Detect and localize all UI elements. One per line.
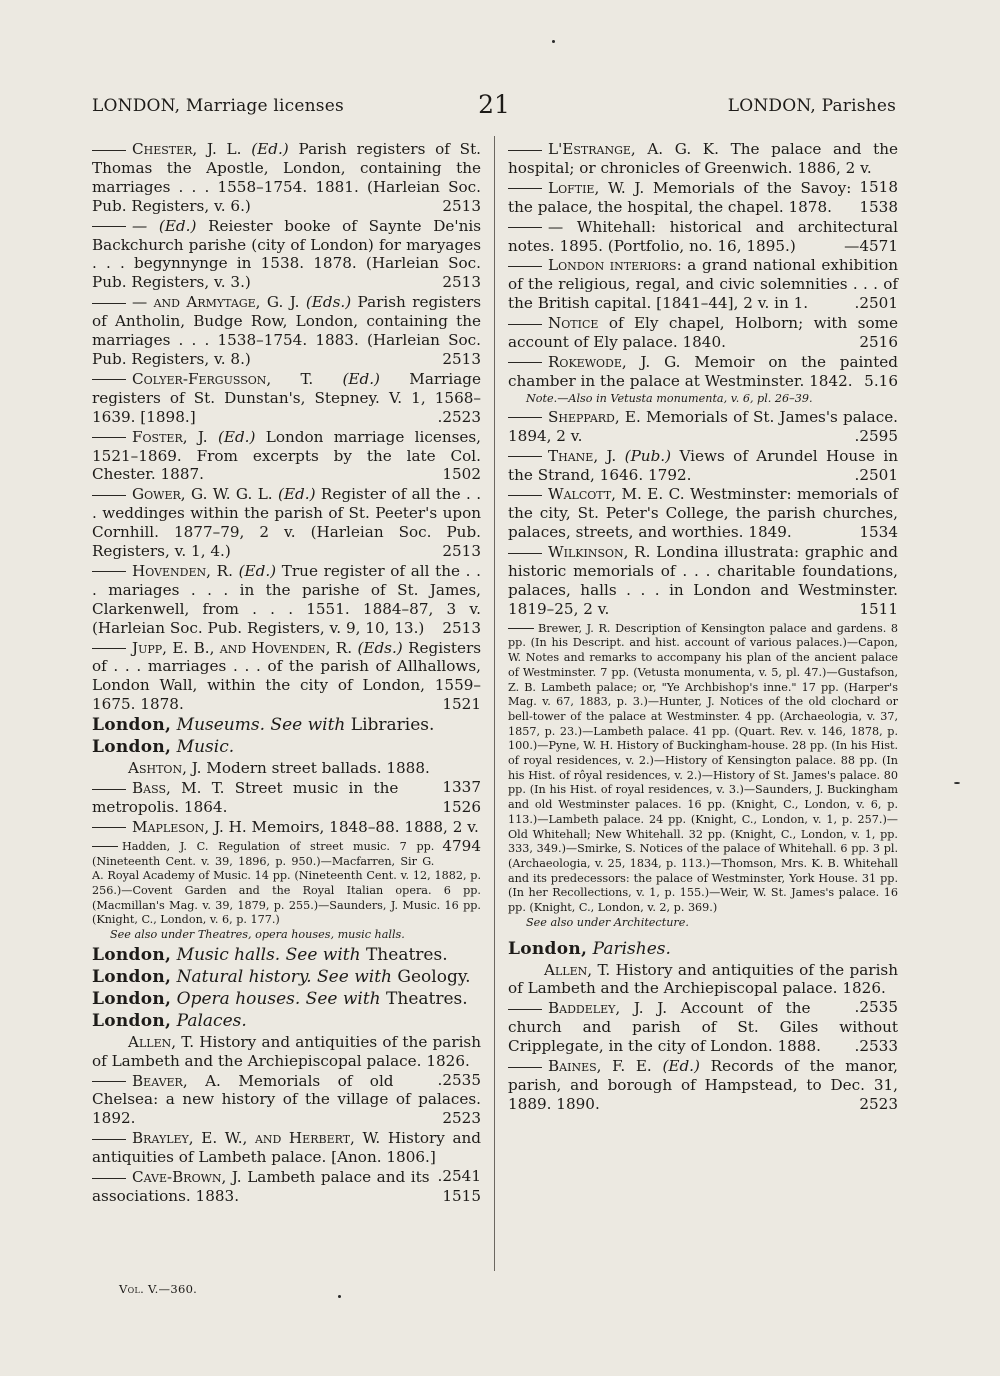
subject-heading: London, Opera houses. See with Theatres. [92,988,468,1009]
catalogue-entry: — Whitehall: historical and architectural notes. 1895. (Portfolio, no. 16, 1895.) —4571 [508,217,898,255]
catalogue-entry: — and Armytage, G. J. (Eds.) Parish registers of Antholin, Budge Row, London, containing the marriages . . . 1538–1754. 1883. (Harleian Soc. Pub. Registers, v. 8.) 2513 [92,293,482,368]
ditto-rule [92,1139,126,1140]
catalogue-entry: Baines, F. E. (Ed.) Records of the manor, parish, and borough of Hampstead, to Dec. 31, 1889. 1890. 2523 [508,1057,898,1113]
ditto-rule [508,362,542,363]
paper-speck [338,1295,341,1298]
catalogue-entry: Mapleson, J. H. Memoirs, 1848–88. 1888, 2 v. 4794 [92,818,481,837]
catalogue-entry: Ashton, J. Modern street ballads. 1888. 1337 [128,759,481,797]
shelf-number: .2541 [437,1167,481,1186]
see-also-note: See also under Architecture. [526,915,689,929]
catalogue-entry: Foster, J. (Ed.) London marriage licenses, 1521–1869. From excerpts by the late Col. Chester. 1887. 1502 [92,427,482,484]
shelf-number: —4571 [844,236,898,255]
shelf-number: 1518 [859,177,898,196]
subject-heading: London, Music halls. See with Theatres. [92,944,448,965]
paper-speck [954,782,960,784]
catalogue-entry: Notice of Ely chapel, Holborn; with some account of Ely palace. 1840. 2516 [508,314,898,352]
catalogue-entry: Rokewode, J. G. Memoir on the painted chamber in the palace at Westminster. 1842. 5.16 [508,352,899,390]
shelf-number: 1515 [442,1186,481,1205]
shelf-number: 5.16 [864,371,898,390]
subject-heading: London, Palaces. [92,1010,247,1031]
ditto-rule [508,417,542,418]
ditto-rule [508,1067,542,1068]
catalogue-entry: Beaver, A. Memorials of old Chelsea: a new history of the village of palaces. 1892. 2523 [92,1071,481,1128]
shelf-number: 1526 [442,798,481,816]
shelf-number: 2523 [859,1094,898,1113]
ditto-rule [508,628,534,629]
ditto-rule [508,324,542,325]
shelf-number: 1511 [859,599,898,618]
catalogue-entry: Allen, T. History and antiquities of the parish of Lambeth and the Archiepiscopal palace. 1826. .2535 [508,960,899,1017]
catalogue-entry: Chester, J. L. (Ed.) Parish registers of St. Thomas the Apostle, London, containing the marriages . . . 1558–1754. 1881. (Harleian Soc. Pub. Registers, v. 6.) 2513 [92,140,482,215]
ditto-rule [508,150,542,151]
shelf-number: 4794 [442,836,481,855]
ditto-rule [92,1178,126,1179]
article-references: Brewer, J. R. Description of Kensington palace and gardens. 8 pp. (In his Descript. and hist. account of various palaces.)—Capon, W. Notes and remarks to accompany his plan of the ancient palace of Westminster. 7 pp. (Vetusta monumenta, v. 5, pl. 47.)—Gustafson, Z. B. Lambeth palace; or, "Ye Archbishop's inne." 17 pp. (Harper's Mag. v. 67, 1883, p. 3.)—Hunter, J. Notices of the old clochard or bell-tower of the palace at Westminster. 4 pp. (Archaeologia, v. 37, 1857, p. 23.)—Lambeth palace. 41 pp. (Quart. Rev. v. 146, 1878, p. 100.)—Pyne, W. H. History of Buckingham-house. 28 pp. (In his Hist. of royal residences, v. 2.)—History of Kensington palace. 88 pp. (In his Hist. of rôyal residences, v. 2.)—History of St. James's palace. 80 pp. (In his Hist. of royal residences, v. 3.)—Saunders, J. Buckingham and old Westminster palaces. 16 pp. (Knight, C., London, v. 6, p. 113.)—Lambeth palace. 24 pp. (Knight, C., London, v. 1, p. 257.)—Old Whitehall; New Whitehall. 32 pp. (Knight, C., London, v. 1, pp. 333, 349.)—Smirke, S. Notices of the palace of Whitehall. 6 pp. 3 pl. (Archaeologia, v. 25, 1834, p. 113.)—Thomson, Mrs. K. B. Whitehall and its predecessors: the palace of Westminster, York House. 31 pp. (In her Recollections, v. 1, p. 155.)—Weir, W. St. James's palace. 16 pp. (Knight, C., London, v. 2, p. 369.) See also under Architecture. [508,621,899,929]
shelf-number: 2513 [442,273,481,292]
ditto-rule [508,188,542,189]
catalogue-entry: Gower, G. W. G. L. (Ed.) Register of all the . . . weddinges within the parish of St. Peeter's upon Cornhill. 1877–79, 2 v. (Harleian Soc. Pub. Registers, v. 1, 4.) 2513 [92,485,482,561]
catalogue-entry: — (Ed.) Reiester booke of Saynte De'nis Backchurch parishe (city of London) for maryages . . . begynnynge in 1538. 1878. (Harleian Soc. Pub. Registers, v. 3.) 2513 [92,216,482,292]
shelf-number: .2535 [437,1070,481,1089]
shelf-number: .2595 [854,426,898,445]
ditto-rule [92,846,118,847]
ditto-rule [508,553,542,554]
catalogue-entry: Jupp, E. B., and Hovenden, R. (Eds.) Registers of . . . marriages . . . of the parish of Allhallows, London Wall, within the city of London, 1559–1675. 1878. 1521 [92,638,482,714]
catalogue-entry: Wilkinson, R. Londina illustrata: graphic and historic memorials of . . . charitable foundations, palaces, halls . . . in London and Westminster. 1819–25, 2 v. 1511 [508,543,899,618]
shelf-number: 1502 [442,465,481,484]
shelf-number: .2523 [437,407,481,426]
subject-heading: London, Museums. See with Libraries. [92,715,435,736]
catalogue-entry: Cave-Brown, J. Lambeth palace and its associations. 1883. 1515 [92,1168,481,1205]
running-head-left: LONDON, Marriage licenses [92,96,344,116]
subject-heading: London, Parishes. [508,938,671,959]
catalogue-entry: Brayley, E. W., and Herbert, W. History and antiquities of Lambeth palace. [Anon. 1806.] .2541 [92,1129,482,1186]
shelf-number: 2513 [442,618,481,637]
shelf-number: 2516 [859,333,898,352]
shelf-number: 1534 [859,523,898,542]
see-also-note: See also under Theatres, opera houses, music halls. [110,928,405,942]
subject-heading: London, Music. [92,737,235,758]
shelf-number: 2513 [442,542,481,561]
ditto-rule [92,789,126,790]
ditto-rule [508,1009,542,1010]
catalogue-entry: Thane, J. (Pub.) Views of Arundel House in the Strand, 1646. 1792. .2501 [508,446,899,484]
right-column [508,140,898,1115]
ditto-rule [92,495,126,496]
ditto-rule [92,150,126,151]
running-head-right: LONDON, Parishes [727,96,896,116]
shelf-number: .2535 [854,998,898,1017]
ditto-rule [92,303,126,304]
paper-speck [552,40,555,43]
ditto-rule [508,456,542,457]
ditto-rule [92,226,126,227]
catalogue-entry: Sheppard, E. Memorials of St. James's palace. 1894, 2 v. .2595 [508,407,899,445]
shelf-number: 1538 [859,197,898,216]
catalogue-entry: Baddeley, J. J. Account of the church and parish of St. Giles without Cripplegate, in the city of London. 1888. .2533 [508,999,898,1056]
entry-note: Note.—Also in Vetusta monumenta, v. 6, pl. 26–39. [526,391,813,405]
catalogue-entry: Walcott, M. E. C. Westminster: memorials of the city, St. Peter's College, the parish churches, palaces, streets, and worthies. 1849. 1534 [508,485,898,542]
running-head [92,90,896,126]
volume-signature: Vol. V.—360. [119,1282,198,1296]
ditto-rule [92,379,126,380]
article-references: Hadden, J. C. Regulation of street music. 7 pp. (Nineteenth Cent. v. 39, 1896, p. 950.)—Macfarren, Sir G. A. Royal Academy of Music. 14 pp. (Nineteenth Cent. v. 12, 1882, p. 256.)—Covent Garden and the Royal Italian opera. 6 pp. (Macmillan's Mag. v. 39, 1879, p. 255.)—Saunders, J. Music. 16 pp. (Knight, C., London, v. 6, p. 177.) See also under Theatres, opera houses, music halls. [92,839,481,942]
subject-heading: London, Natural history. See with Geology. [92,966,471,987]
catalogue-entry: Hovenden, R. (Ed.) True register of all the . . . mariages . . . in the parishe of St. James, Clarkenwell, from . . . 1551. 1884–87, 3 v. (Harleian Soc. Pub. Registers, v. 9, 10, 13.) 2513 [92,561,482,637]
ditto-rule [508,227,542,228]
page-number: 21 [478,90,510,119]
shelf-number: 1521 [442,695,481,714]
column-divider [494,136,495,1271]
shelf-number: 1337 [442,778,481,797]
shelf-number: .2533 [854,1037,898,1056]
shelf-number: .2501 [854,465,898,484]
shelf-number: 2523 [442,1109,481,1128]
left-column [92,140,481,1207]
ditto-rule [92,827,126,828]
shelf-number: 2513 [442,196,481,215]
catalogue-entry: Loftie, W. J. Memorials of the Savoy: the palace, the hospital, the chapel. 1878. 1538 [508,178,898,216]
ditto-rule [92,648,126,649]
ditto-rule [92,437,126,438]
shelf-number: .2501 [854,294,898,313]
ditto-rule [92,1081,126,1082]
catalogue-entry: Colyer-Fergusson, T. (Ed.) Marriage registers of St. Dunstan's, Stepney. V. 1, 1568–1639. [1898.] .2523 [92,369,482,426]
ditto-rule [92,571,126,572]
ditto-rule [508,495,542,496]
catalogue-entry: Allen, T. History and antiquities of the parish of Lambeth and the Archiepiscopal palace. 1826. .2535 [92,1032,482,1089]
catalogue-entry: Bass, M. T. Street music in the metropolis. 1864. 1526 [92,779,481,816]
ditto-rule [508,266,542,267]
shelf-number: 2513 [442,349,481,368]
catalogue-entry: L'Estrange, A. G. K. The palace and the hospital; or chronicles of Greenwich. 1886, 2 v. 1518 [508,140,898,196]
catalogue-entry: London interiors: a grand national exhibition of the religious, regal, and civic solemnities . . . of the British capital. [1841–44], 2 v. in 1. .2501 [508,256,898,313]
